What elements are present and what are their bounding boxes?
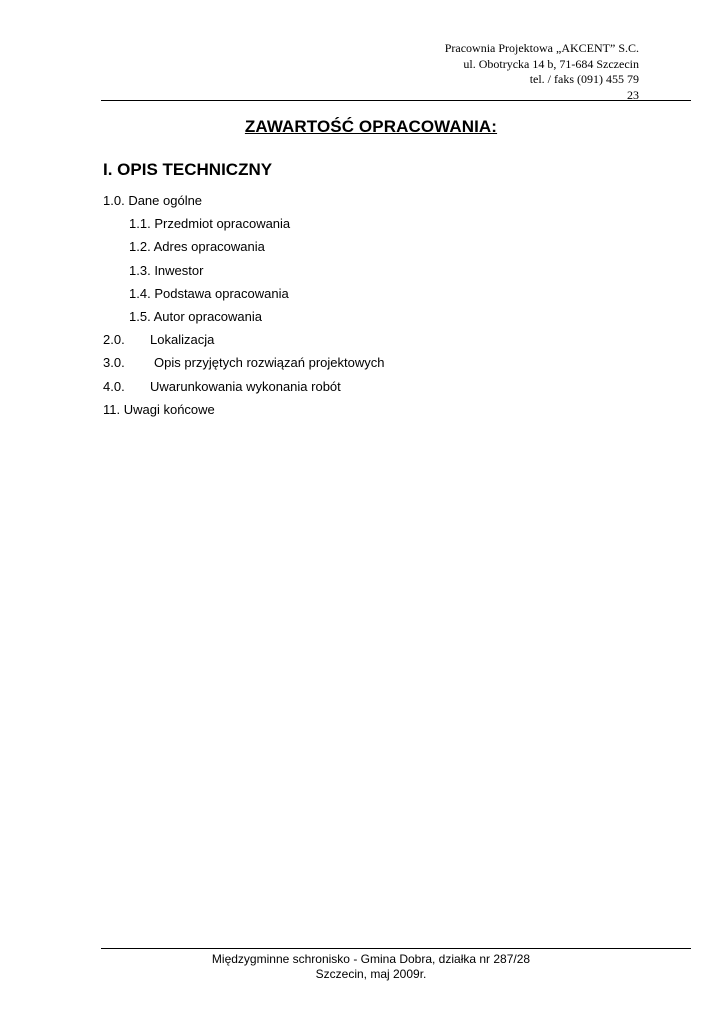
footer-project-line: Międzygminne schronisko - Gmina Dobra, działka nr 287/28 [211, 952, 531, 966]
toc-item-label: Inwestor [154, 262, 204, 278]
company-name: Pracownia Projektowa „AKCENT” S.C. [444, 41, 639, 55]
toc-item-label: Dane ogólne [128, 193, 203, 208]
header-divider [101, 100, 691, 101]
toc-item-number: 1.2. [129, 239, 151, 255]
toc-item [103, 238, 384, 261]
footer-divider [101, 948, 691, 949]
document-footer [101, 952, 641, 982]
toc-item-number: 1.1. [129, 216, 151, 232]
toc-item-number: 3.0. [103, 355, 125, 371]
toc-item [103, 285, 384, 308]
toc-item-label: Opis przyjętych rozwiązań projektowych [154, 355, 385, 371]
toc-item-label: Podstawa opracowania [154, 285, 289, 301]
toc-item [103, 354, 384, 377]
toc-item-label: Lokalizacja [150, 332, 215, 348]
page-title: ZAWARTOŚĆ OPRACOWANIA: [244, 117, 498, 136]
company-phone: tel. / faks (091) 455 79 [529, 72, 639, 86]
toc-item-number: 1.4. [129, 285, 151, 301]
toc-item-number: 11. [103, 401, 121, 417]
toc-item [103, 262, 384, 285]
page-number: 23 [627, 87, 639, 102]
toc-item-number: 1.3. [129, 262, 151, 278]
toc-item [103, 378, 384, 401]
section-heading: I. OPIS TECHNICZNY [103, 160, 273, 179]
company-address: ul. Obotrycka 14 b, 71-684 Szczecin [463, 56, 639, 71]
toc-item-number: 1.0. [103, 193, 125, 208]
toc-item-label: Przedmiot opracowania [154, 216, 291, 232]
document-header [445, 41, 639, 103]
toc-item-number: 4.0. [103, 378, 125, 394]
toc-item [103, 401, 384, 424]
toc-item-label: Adres opracowania [153, 239, 265, 255]
toc-item-label: Uwarunkowania wykonania robót [150, 378, 341, 394]
toc-item [103, 192, 384, 215]
toc-item-label: Uwagi końcowe [123, 401, 215, 417]
toc-item [103, 215, 384, 238]
toc-item-label: Autor opracowania [153, 308, 262, 324]
footer-place-date: Szczecin, maj 2009r. [315, 967, 427, 981]
toc-item [103, 308, 384, 331]
toc-item-number: 2.0. [103, 332, 125, 348]
table-of-contents [103, 192, 384, 424]
toc-item-number: 1.5. [129, 308, 151, 324]
toc-item [103, 331, 384, 354]
